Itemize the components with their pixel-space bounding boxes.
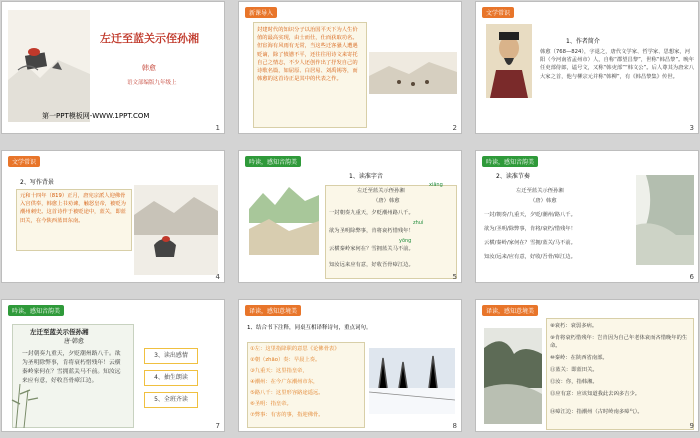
slide-thumbnail-4[interactable]: [1, 150, 225, 283]
slide8-note: ③九重天：这里指皇帝，: [250, 368, 308, 374]
slide-thumbnail-3[interactable]: [475, 1, 699, 134]
slide5-poem-line: 知汝远来应有意，好收吾骨瘴江边。: [329, 262, 414, 268]
slide2-text: 封建时代的知识分子以治国平天下为人生价值的最高实现，由士而仕，仕而获取功名。但宦海有风雨有无常，当这些迁客骚人遭遇贬谪，除了愤懑不平，还往往用诗文来寄托自己之情志，不少人还创作出了抒发自己的诗歌名篇，如屈原、白居易、刘禹锡等，而韩愈的这首诗正是其中的代表之作。: [257, 27, 358, 83]
slide5-poem-line: 欲为圣明除弊事，肯将衰朽惜残年！: [329, 228, 414, 234]
slide-number: 9: [689, 422, 694, 430]
slide8-heading: 1、结合书下注释，同桌互相译释诗句，重点词句。: [247, 325, 372, 331]
slide2-tag: 新课导入: [245, 7, 277, 18]
slide4-painting: [134, 185, 218, 275]
slide9-note: ⑫汝：你，指韩湘。: [550, 379, 598, 385]
slide7-poem-text: 一封朝奏九重天，夕贬潮州路八千。欲为圣明除弊事，肯将衰朽惜残年！云横秦岭家何在？雪拥蓝关马不前。知汝远来应有意，好收吾骨瘴江边。: [22, 351, 121, 384]
slide5-poem-line: 一封朝奏九重天，夕贬潮州路八千。: [329, 210, 414, 216]
slide9-note: ⑨肯将衰朽惜残年：岂肯因为自己年老体衰而吝惜晚年的生命。: [550, 335, 688, 350]
slide5-heading: 1、读准字音: [349, 173, 383, 180]
slide5-pinyin-2: zhuì: [413, 220, 424, 226]
slide5-pinyin-1: xiāng: [429, 182, 443, 188]
slide-number: 4: [215, 273, 220, 281]
slide5-painting: [249, 179, 319, 255]
slide-number: 8: [452, 422, 457, 430]
slide5-pinyin-3: yōng: [399, 238, 412, 244]
slide-thumbnail-7[interactable]: [1, 299, 225, 432]
slide7-poem-author: 唐·韩愈: [64, 338, 84, 345]
slide-number: 3: [689, 124, 694, 132]
slide7-bamboo: [10, 384, 50, 428]
slide4-heading: 2、写作背景: [20, 179, 54, 186]
read-with-emotion-button[interactable]: 3、读出感情: [144, 348, 198, 364]
slide8-note: ⑤路八千：这里形容路途遥远。: [250, 390, 324, 396]
slide8-note: ④潮州：在今广东潮州市东，: [250, 379, 319, 385]
student-read-button[interactable]: 4、抽生朗读: [144, 370, 198, 386]
slide6-poem-line: 欲为/圣明/除弊事，肯将/衰朽/惜残年！: [484, 226, 576, 232]
slide4-text: 元和十四年（819）正月，唐宪宗派人迎佛骨入宫供奉，韩愈上书劝谏，触怒皇帝，被贬为潮州刺史。这首诗作于被贬途中，蓝关，即蓝田关，在今陕西蓝田东南。: [20, 193, 126, 224]
slide3-portrait: [486, 24, 532, 98]
slide-thumbnail-1[interactable]: [1, 1, 225, 134]
slide1-painting: [8, 10, 90, 122]
slide9-note: ⑧衰朽：衰弱多病。: [550, 323, 598, 329]
slide-number: 2: [452, 124, 457, 132]
slide5-poem-author: （唐）韩愈: [373, 198, 400, 204]
slide6-heading: 2、读准节奏: [496, 173, 530, 180]
slide4-tag: 文学常识: [8, 156, 40, 167]
slide8-snow-photo: [369, 348, 455, 414]
slide-thumbnail-9[interactable]: [475, 299, 699, 432]
slide6-poem-line: 一封/朝奏/九重天，夕贬/潮州/路八千。: [484, 212, 576, 218]
slide2-painting: [369, 52, 457, 94]
slide8-note: ②朝（zhāo）奏：早晨上奏。: [250, 357, 321, 363]
slide1-title: 左迁至蓝关示侄孙湘: [100, 32, 199, 45]
slide3-heading: 1、作者简介: [566, 38, 600, 45]
slide3-tag: 文学常识: [482, 7, 514, 18]
class-read-button[interactable]: 5、全班齐读: [144, 392, 198, 408]
slide6-poem-line: 知汝/远来/应有意，好收/吾骨/瘴江边。: [484, 254, 576, 260]
slide7-poem-title: 左迁至蓝关示侄孙湘: [30, 328, 89, 336]
slide-number: 5: [452, 273, 457, 281]
slide6-poem-title: 左迁至蓝关示侄孙湘: [516, 188, 564, 194]
slide8-note: ①左：这里指降职的意思《论佛骨表》: [250, 346, 340, 352]
slide5-poem-title: 左迁至蓝关示侄孙湘: [357, 188, 405, 194]
slide6-tag: 吟读，感知音韵美: [482, 156, 538, 167]
slide1-edition: 语文部编版九年级上: [127, 80, 177, 86]
slide9-note: ⑩秦岭：在陕西省南部。: [550, 355, 608, 361]
slide9-tag: 译读，感知意境美: [482, 305, 538, 316]
slide-thumbnail-6[interactable]: [475, 150, 699, 283]
slide9-painting: [484, 328, 542, 424]
slide9-note: ⑭瘴江边：指潮州（古时岭南多瘴气）。: [550, 409, 643, 415]
slide8-tag: 译读，感知意境美: [245, 305, 301, 316]
slide8-note: ⑦弊事：有害的事，指迎佛骨。: [250, 412, 324, 418]
slide8-note: ⑥圣明：指皇帝。: [250, 401, 292, 407]
slide-thumbnail-5[interactable]: [238, 150, 462, 283]
slide6-painting: [636, 175, 694, 265]
slide1-author: 韩愈: [142, 64, 156, 72]
slide7-tag: 吟读，感知音韵美: [8, 305, 64, 316]
slide3-text: 韩愈（768—824），字退之，唐代文学家、哲学家、思想家，河阳（今河南省孟州市）人，自称“郡望昌黎”，世称“韩昌黎”。晚年任吏部侍郎，谥号文，又称“韩吏部”“韩文公”。后人尊其为唐宋八大家之首，他与柳宗元并称“韩柳”，有《韩昌黎集》传世。: [540, 49, 694, 80]
slide6-poem-line: 云横/秦岭/家何在？雪拥/蓝关/马不前。: [484, 240, 576, 246]
slide1-footer: 第一PPT模板网-WWW.1PPT.COM: [42, 112, 150, 120]
slide9-note: ⑪蓝关：即蓝田关。: [550, 367, 598, 373]
slide-thumbnail-2[interactable]: [238, 1, 462, 134]
slide5-tag: 吟读，感知音韵美: [245, 156, 301, 167]
slide-number: 7: [215, 422, 220, 430]
slide9-note: ⑬应有意：应该知道我此去凶多吉少。: [550, 391, 641, 397]
slide-thumbnail-8[interactable]: [238, 299, 462, 432]
slide-number: 1: [215, 124, 220, 132]
slide5-poem-line: 云横秦岭家何在？雪拥蓝关马不前。: [329, 246, 414, 252]
slide6-poem-author: （唐）韩愈: [530, 198, 557, 204]
slide-number: 6: [689, 273, 694, 281]
